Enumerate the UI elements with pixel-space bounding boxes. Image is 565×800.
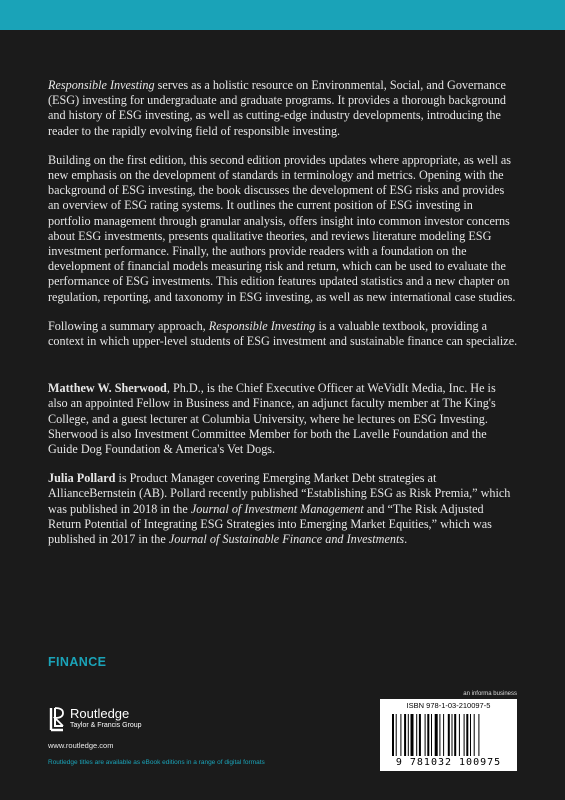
barcode-icon: [392, 714, 505, 756]
informa-label: an informa business: [463, 691, 517, 697]
blurb-paragraph-1: Responsible Investing serves as a holistic resource on Environmental, Social, and Governance (ESG) investing for undergraduate and graduate programs. It provides a thorough background and history of ESG investing, as well as cutting-edge industry developments, introducing the reader to the rapidly evolving field of responsible investing.: [48, 78, 507, 138]
routledge-logo-mark-icon: [48, 706, 66, 732]
author-bio-2: Julia Pollard is Product Manager covering Emerging Market Debt strategies at AllianceBernstein (AB). Pollard recently published “Establishing ESG as Risk Premia,” which was published in 2018 in the Journal of Investment Management and “The Risk Adjusted Return Potential of Integrating ESG Strategies into Emerging Market Equities,” which was published in 2017 in the Journal of Sustainable Finance and Investments.: [48, 471, 511, 547]
routledge-logo: [48, 706, 208, 734]
barcode-digits: 9 781032 100975: [395, 757, 502, 768]
publisher-website: www.routledge.com: [48, 741, 114, 750]
author-name: Julia Pollard: [48, 471, 116, 486]
ebook-note: Routledge titles are available as eBook editions in a range of digital formats: [48, 759, 265, 766]
publisher-group: Taylor & Francis Group: [70, 722, 142, 729]
back-cover-text: [48, 78, 518, 547]
barcode-box: [380, 699, 517, 771]
isbn-label: ISBN 978-1-03-210097-5: [406, 701, 491, 710]
journal-name: Journal of Sustainable Finance and Investments: [168, 532, 405, 547]
blurb-paragraph-2: Building on the first edition, this second edition provides updates where appropriate, as well as new emphasis on the development of standards in terminology and metrics. Opening with the background of ESG investing, the book discusses the development of ESG risks and provides an overview of ESG rating systems. It outlines the current position of ESG investing in portfolio management through granular analysis, offers insight into common investor concerns about ESG investments, presents qualitative theories, and reviews literature modeling ESG investment performance. Finally, the authors provide readers with a foundation on the development of financial models measuring risk and return, which can be used to evaluate the performance of ESG investments. This edition features updated statistics and a new chapter on regulation, reporting, and taxonomy in ESG investing, as well as new international case studies.: [48, 152, 516, 304]
top-color-band: [0, 0, 565, 30]
book-title: Responsible Investing: [48, 78, 155, 92]
book-title: Responsible Investing: [208, 318, 316, 333]
blurb-paragraph-3: Following a summary approach, Responsible Investing is a valuable textbook, providing a context in which upper-level students of ESG investment and sustainable finance can specialize.: [48, 318, 518, 349]
author-bio-1: Matthew W. Sherwood, Ph.D., is the Chief Executive Officer at WeVidIt Media, Inc. He is also an appointed Fellow in Business and Finance, an adjunct faculty member at The King's College, and a guest lecturer at Columbia University, where he lectures on ESG Investing. Sherwood is also Investment Committee Member for both the Lavelle Foundation and the Guide Dog Foundation & America's Vet Dogs.: [48, 381, 496, 457]
author-name: Matthew W. Sherwood: [48, 381, 167, 396]
publisher-name: Routledge: [70, 706, 130, 721]
category-label: FINANCE: [48, 655, 107, 669]
journal-name: Journal of Investment Management: [190, 501, 364, 516]
